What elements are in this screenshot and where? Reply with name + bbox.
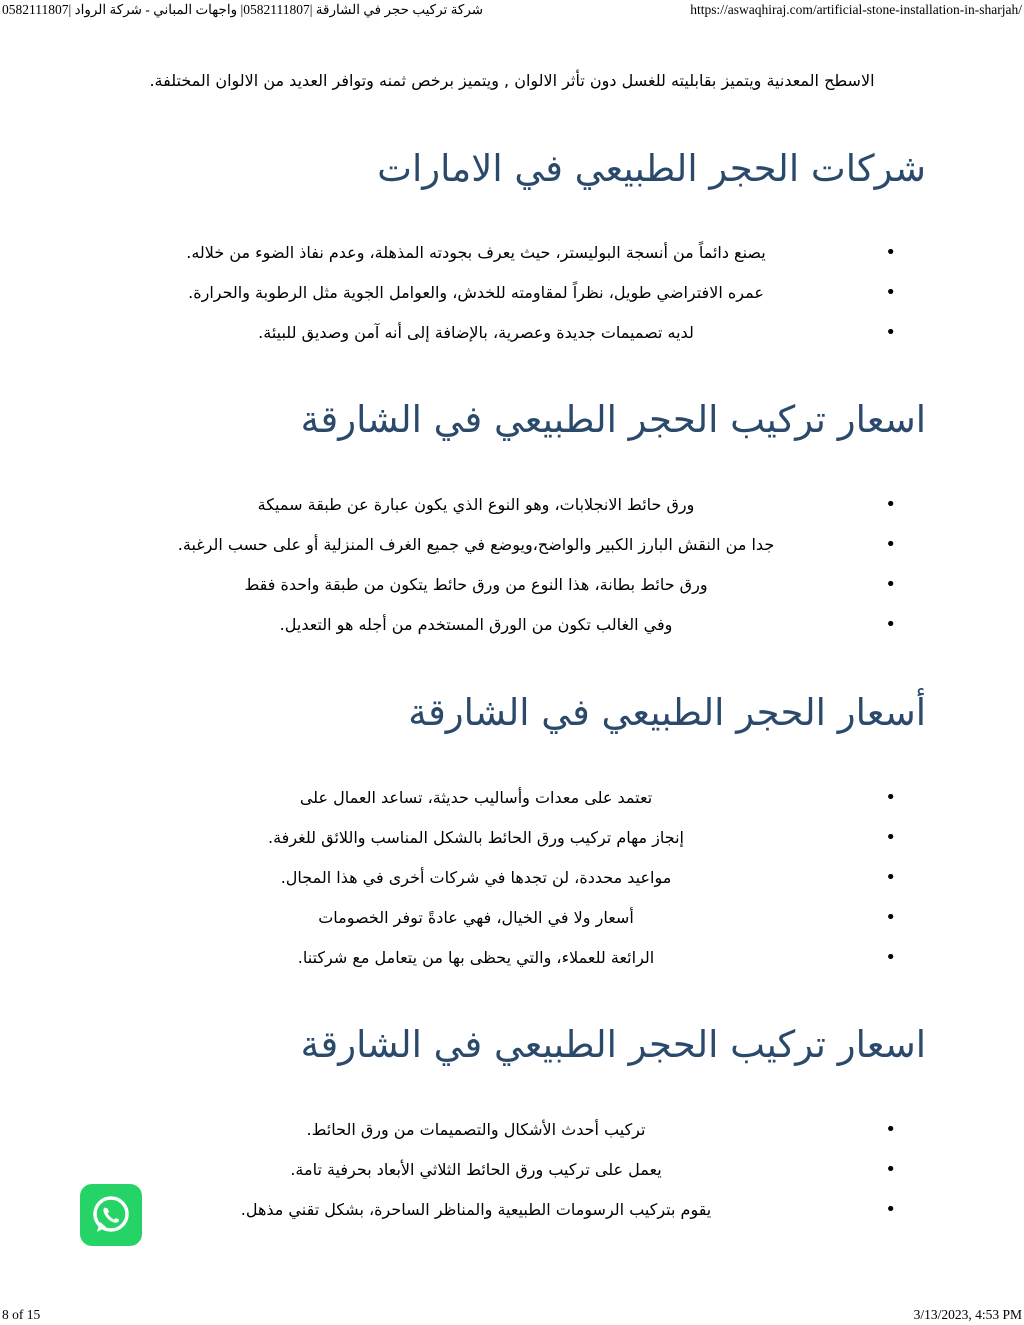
- bullet-icon: •: [885, 242, 896, 263]
- bullet-icon: •: [885, 1199, 896, 1220]
- list-item: • وفي الغالب تكون من الورق المستخدم من أجله هو التعديل.: [166, 605, 896, 645]
- bullet-icon: •: [885, 494, 896, 515]
- bullet-icon: •: [885, 827, 896, 848]
- bullet-icon: •: [885, 322, 896, 343]
- bullet-icon: •: [885, 867, 896, 888]
- bullet-icon: •: [885, 534, 896, 555]
- whatsapp-icon: [88, 1192, 134, 1238]
- list-item: • ورق حائط بطانة، هذا النوع من ورق حائط يتكون من طبقة واحدة فقط: [166, 565, 896, 605]
- whatsapp-button[interactable]: [80, 1184, 142, 1246]
- bullet-list: [166, 233, 896, 353]
- print-datetime: 3/13/2023, 4:53 PM: [913, 1307, 1022, 1322]
- list-item: • أسعار ولا في الخيال، فهي عادةً توفر الخصومات: [166, 898, 896, 938]
- section-heading: اسعار تركيب الحجر الطبيعي في الشارقة: [300, 398, 926, 441]
- list-item: • ورق حائط الانجلابات، وهو النوع الذي يكون عبارة عن طبقة سميكة: [166, 485, 896, 525]
- list-item: • تركيب أحدث الأشكال والتصميمات من ورق الحائط.: [166, 1110, 896, 1150]
- bullet-icon: •: [885, 1119, 896, 1140]
- list-item: • يصنع دائماً من أنسجة البوليستر، حيث يعرف بجودته المذهلة، وعدم نفاذ الضوء من خلاله.: [166, 233, 896, 273]
- bullet-list: [166, 1110, 896, 1230]
- list-item: • جدا من النقش البارز الكبير والواضح،ويوضع في جميع الغرف المنزلية أو على حسب الرغبة.: [166, 525, 896, 565]
- list-item: • يعمل على تركيب ورق الحائط الثلاثي الأبعاد بحرفية تامة.: [166, 1150, 896, 1190]
- list-item: • مواعيد محددة، لن تجدها في شركات أخرى في هذا المجال.: [166, 858, 896, 898]
- section-heading: شركات الحجر الطبيعي في الامارات: [377, 147, 926, 190]
- section-heading: اسعار تركيب الحجر الطبيعي في الشارقة: [300, 1023, 926, 1066]
- list-item: • إنجاز مهام تركيب ورق الحائط بالشكل المناسب واللائق للغرفة.: [166, 818, 896, 858]
- print-header: [0, 0, 1024, 20]
- bullet-icon: •: [885, 907, 896, 928]
- print-footer: [0, 1305, 1024, 1325]
- bullet-icon: •: [885, 947, 896, 968]
- bullet-icon: •: [885, 614, 896, 635]
- bullet-icon: •: [885, 282, 896, 303]
- bullet-icon: •: [885, 574, 896, 595]
- list-item: • لديه تصميمات جديدة وعصرية، بالإضافة إلى أنه آمن وصديق للبيئة.: [166, 313, 896, 353]
- intro-paragraph: الاسطح المعدنية ويتميز بقابليته للغسل دون تأثر الالوان , ويتميز برخص ثمنه وتوافر العديد من الالوان المختلفة.: [149, 71, 875, 90]
- bullet-list: [166, 778, 896, 978]
- page-url: https://aswaqhiraj.com/artificial-stone-installation-in-sharjah/: [690, 2, 1022, 17]
- section-heading: أسعار الحجر الطبيعي في الشارقة: [408, 691, 926, 734]
- bullet-icon: •: [885, 1159, 896, 1180]
- page-title: شركة تركيب حجر في الشارقة |0582111807| واجهات المباني - شركة الرواد |0582111807: [2, 2, 484, 17]
- page-number: 8 of 15: [2, 1307, 41, 1322]
- list-item: • تعتمد على معدات وأساليب حديثة، تساعد العمال على: [166, 778, 896, 818]
- bullet-list: [166, 485, 896, 645]
- list-item: • عمره الافتراضي طويل، نظراً لمقاومته للخدش، والعوامل الجوية مثل الرطوبة والحرارة.: [166, 273, 896, 313]
- bullet-icon: •: [885, 787, 896, 808]
- list-item: • الرائعة للعملاء، والتي يحظى بها من يتعامل مع شركتنا.: [166, 938, 896, 978]
- list-item: • يقوم بتركيب الرسومات الطبيعية والمناظر الساحرة، بشكل تقني مذهل.: [166, 1190, 896, 1230]
